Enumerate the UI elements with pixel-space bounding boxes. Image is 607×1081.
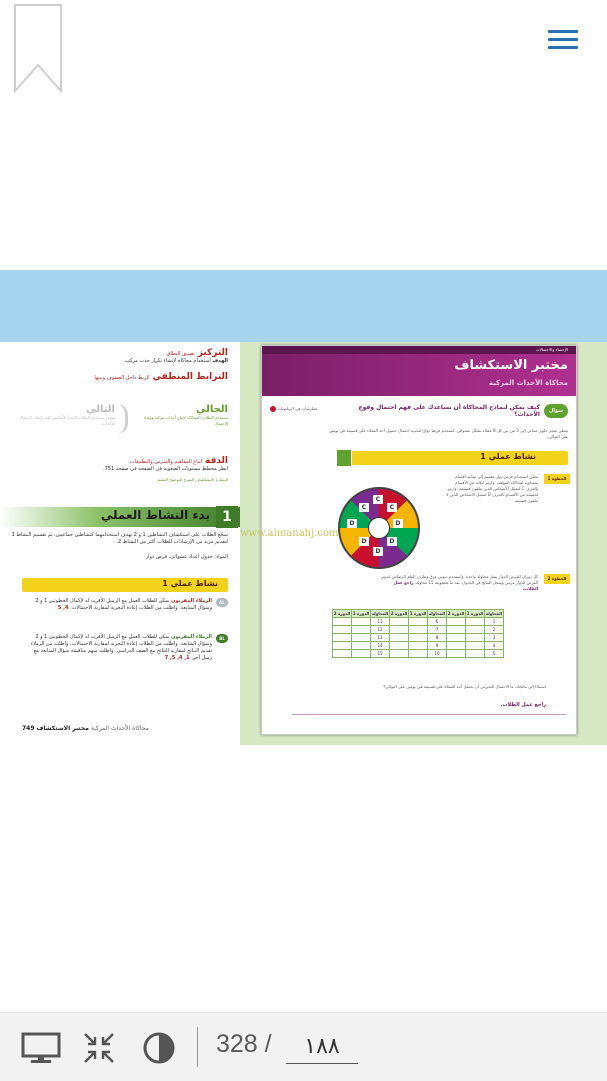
lab-subtitle: محاكاة الأحداث المركبة	[488, 379, 568, 387]
step2-text: كل دوران للقرص الدوار يمثل محاولة واحدة. واستخدم دبوس ورق وطرف القلم الرصاص لتدوير القرص الدوار مرتين وسجل النتائج في الجدول. نفذ ما مجموعه 15 محاولة. راجع عمل الطلاب.	[380, 574, 538, 591]
right-book-panel	[240, 342, 607, 745]
strip-label: الإحصاء والاحتمالات	[535, 347, 568, 352]
wheel-label: C	[387, 503, 397, 512]
standards-tag: ممارسات في الرياضيات	[270, 406, 317, 412]
hamburger-menu-icon[interactable]	[548, 30, 578, 54]
rigor-heading: الدقة اتباع المفاهيم والتمرس والتطبيقات	[129, 456, 228, 466]
results-table: الدورة 2 الدورة 1 المحاولة الدورة 2 الدورة 1 المحاولة الدورة 2 الدورة 1 المحاولة 11 6 1 12 7 2 13 8 3 14 9 4 15 10 5	[333, 611, 503, 656]
wheel-label: C	[359, 503, 369, 512]
viewer-top-band	[0, 270, 607, 342]
question-text: كيف يمكن لنماذج المحاكاة أن تساعدك على فهم احتمال وقوع الأحداث؟	[358, 404, 540, 418]
left-book-page	[0, 342, 240, 745]
activity-banner-right-label: نشاط عملي 1	[480, 452, 536, 461]
lab-strip	[262, 346, 576, 354]
current-column: الحالي يستخدم الطلاب المحاكاة لإنتاج أحداث مركبة وإيجاد الاحتمال.	[143, 404, 228, 426]
intro-text: يعطي متجر حلوى مجاني إلى 3 من بين كل 8 عملاء بشكل عشوائي. استخدم قرصًا دوارًا لتحديد احتمال حصول أحد العملاء على قسيمة في يومين على التوالي.	[328, 428, 568, 439]
launch-text: شجّع الطلاب على استكشاف النشاطين 1 و 2 بهدف استخدامهما كنشاطين جماعيين. ثم تقسيم النشاط 1 لتقديم مزيد من الإرشادات للطلاب أكثر من النشاط 2.	[11, 532, 228, 545]
page-viewer[interactable]	[0, 270, 607, 745]
page-number-input[interactable]	[286, 1029, 358, 1064]
page-total: 328 /	[216, 1030, 272, 1058]
wheel-label: D	[359, 537, 369, 546]
student-page	[261, 345, 577, 735]
bottom-toolbar	[0, 1012, 607, 1081]
chevron-divider-icon	[117, 404, 128, 434]
lab-title: مختبر الاستكشاف	[454, 358, 568, 373]
collapse-arrows-icon[interactable]	[82, 1031, 116, 1065]
followup-text: استنادًا إلى نتائجك، ما الاحتمال التجريبي أن يحصل أحد العملاء على قسيمة في يومين على التوالي؟	[383, 684, 546, 689]
al-text: الزملاء المقربون يمكن للطلاب العمل مع الزميل الأقرب له لإكمال الخطوتين 1 و 2 وسؤال المتابعة. واطلب من الطلاب إعادة التجربة لمقارنة الاحتمالات. 4, 5	[35, 598, 212, 611]
answer-line	[292, 714, 566, 715]
left-page-footer: 749 محاكاة الأحداث المركبة مختبر الاستكشاف	[22, 725, 149, 732]
launch-title: بدء النشاط العملي	[100, 508, 210, 522]
toolbar-separator	[197, 1027, 198, 1067]
wheel-label: D	[347, 519, 357, 528]
rigor-text: انظر مخطط مستويات الصعوبة في الصفحة في صفحة 751.	[103, 466, 228, 472]
contrast-icon[interactable]	[142, 1031, 176, 1065]
hands-on-icon	[336, 449, 352, 467]
wheel-label: D	[387, 537, 397, 546]
activity-banner-left-label: نشاط عملي 1	[162, 579, 218, 588]
step1-text: يمكن استخدام قرص دوار مقسم إلى ثمانية أقسام متساوية لمحاكاة الموقف. وارمز لثلاثة من الأقسام بالحرف C لتمثيل الأشخاص الذين يتلقون قسيمة. وارمز لخمسة من الأقسام بالحرف D لتمثيل الأشخاص الذين لا يتلقون قسيمة.	[446, 474, 538, 503]
step2-label: الخطوة 2	[544, 574, 570, 584]
al-badge: AL	[216, 598, 228, 607]
monitor-icon[interactable]	[20, 1031, 62, 1065]
wheel-label: D	[373, 547, 383, 556]
spinner-hub	[368, 517, 390, 539]
focus-heading: التركيز تضييق النطاق	[166, 348, 228, 358]
wheel-label: D	[393, 519, 403, 528]
goal-line: الهدف استخدام محاكاة لإنشاء تكرار حدث مركب.	[123, 358, 228, 364]
bookmark-icon[interactable]	[13, 3, 63, 93]
vertical-heading: الترابط المنطقي الربط داخل الصفوف وبينها	[94, 372, 228, 382]
materials-text: المواد: جدول أعداد عشوائي، قرص دوار	[145, 554, 228, 560]
wheel-label: C	[373, 495, 383, 504]
launch-number: 1	[216, 506, 238, 528]
bl-badge: BL	[216, 634, 228, 643]
watermark: www.almanahj.com	[240, 528, 339, 539]
next-column: التالي سوف يستخدم الطلاب المبدأ الأساسي للعد لإيجاد الاحتمال للأحداث.	[18, 404, 115, 426]
followup-link: راجع عمل الطلاب.	[500, 702, 546, 708]
bl-text: الزملاء المقربون يمكن للطلاب العمل مع الزميل الأقرب له لإكمال الخطوتين 1 و 2 وسؤال المتابعة. واطلب من الطلاب إعادة التجربة لمقارنة الاحتمالات، واطلب من الزملاء تقديم النتائج لمقارنة النتائج مع الصف الدراسي. واطلب منهم مناقشة سؤال المتابعة مع زميل آخر. 1, 4, 5, 7	[30, 634, 212, 661]
question-badge: سؤال	[544, 404, 568, 418]
step1-label: الخطوة 1	[544, 474, 570, 484]
rigor-row: البشارة الاستكشاف الشرح التوضيح التقييم	[157, 477, 228, 482]
